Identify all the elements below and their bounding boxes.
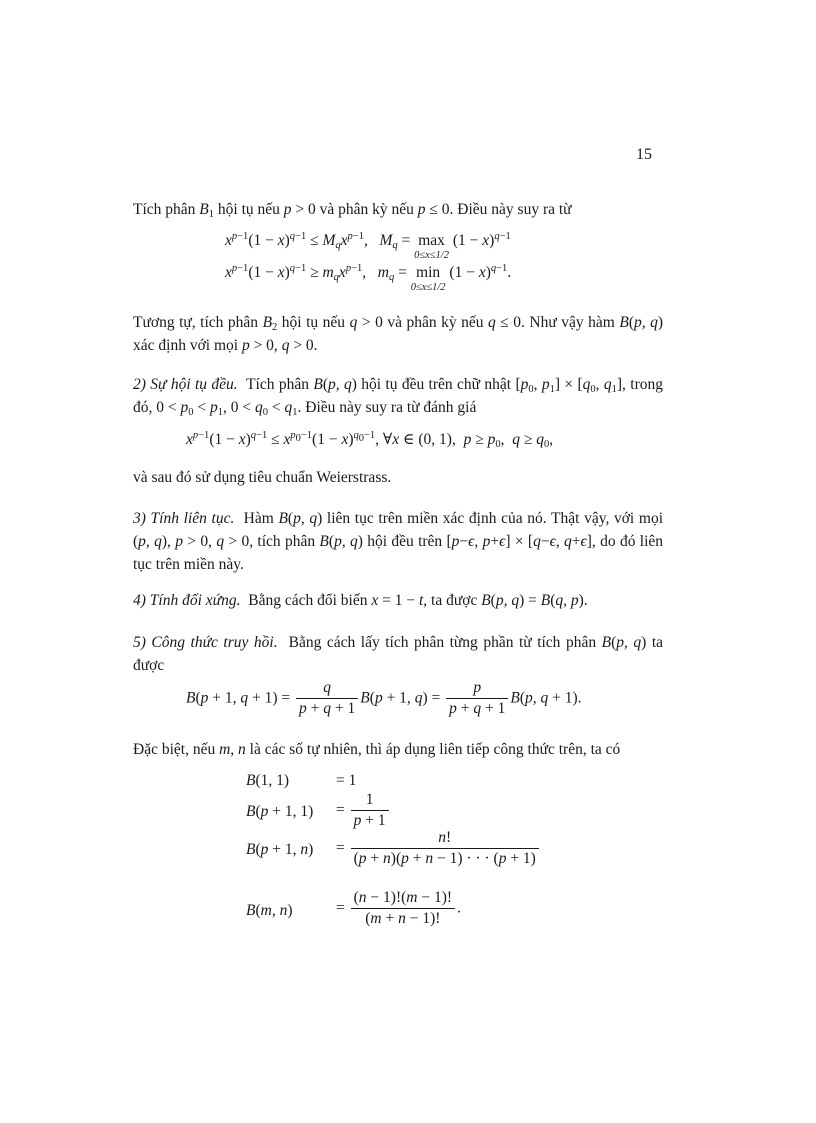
paragraph-b1-convergence: Tích phân $B_1$ hội tụ nếu p > 0 và phân kỳ nếu p ≤ 0. Điều này suy ra từ	[133, 201, 572, 220]
max-operator: max	[418, 232, 445, 249]
equation-b11: B(1, 1)	[246, 772, 290, 789]
paragraph-natural-numbers: Đặc biệt, nếu m, n là các số tự nhiên, thì áp dụng liên tiếp công thức trên, ta có	[133, 741, 621, 758]
paragraph-b2-convergence: Tương tự, tích phân $B_2$ hội tụ nếu q > 0 và phân kỳ nếu q ≤ 0. Như vậy hàm B(p, q) xác định với mọi p > 0, q > 0.	[133, 314, 664, 354]
section-title: 4) Tính đối xứng.	[133, 592, 241, 609]
equation-uniform-bound: $x^{p-1}(1 - x)^{q-1} \le x^{p_0-1}(1 - x)^{q_0-1}$, ∀x ∈ (0, 1), $p \ge p_0$, $q \ge q_0$,	[186, 430, 554, 450]
equation-recurrence: B(p + 1, q + 1) = $\frac{q}{p + q + 1}$ B(p + 1, q) = $\frac{p}{p + q + 1}$ B(p, q + 1).	[186, 679, 582, 717]
paragraph-weierstrass: và sau đó sử dụng tiêu chuẩn Weierstrass.	[133, 469, 392, 486]
equation-lower-bound: $x^{p-1}(1 - x)^{q-1} \ge m_qx^{p-1}$, $m_q$ = min 0≤x≤1/2 $(1 - x)^{q-1}$.	[225, 263, 512, 293]
section-title: 3) Tính liên tục.	[133, 510, 235, 527]
section-title: 5) Công thức truy hồi.	[133, 634, 278, 651]
equation-bp1-n: B(p + 1, n)	[246, 841, 314, 858]
max-range: 0≤x≤1/2	[414, 250, 449, 261]
equation-bp1-n-rhs: = $\frac{n!}{(p + n)(p + n - 1) \cdot \cdot \cdot (p + 1)}$	[336, 828, 541, 869]
equation-b11-rhs: = 1	[336, 772, 357, 789]
equation-bp1-1: B(p + 1, 1)	[246, 803, 314, 820]
section-continuity: 3) Tính liên tục. Hàm B(p, q) liên tục trên miền xác định của nó. Thật vậy, với mọi (p, q), p > 0, q > 0, tích phân B(p, q) hội đều trên [p−ϵ, p+ϵ] × [q−ϵ, q+ϵ], do đó liên tục trên miền này.	[133, 510, 664, 573]
equation-upper-bound: $x^{p-1}(1 - x)^{q-1} \le M_qx^{p-1}$, $M_q$ = max 0≤x≤1/2 $(1 - x)^{q-1}$	[225, 231, 511, 261]
section-title: 2) Sự hội tụ đều.	[133, 376, 238, 393]
section-recurrence: 5) Công thức truy hồi. Bằng cách lấy tích phân từng phần từ tích phân B(p, q) ta được	[133, 634, 663, 674]
min-range: 0≤x≤1/2	[410, 282, 446, 293]
section-uniform-convergence: 2) Sự hội tụ đều. Tích phân B(p, q) hội tụ đều trên chữ nhật [$p_0$, $p_1] \times [q_0$, $q_1$], trong đó, $0 < p_0 < p_1$, $0 < q_0 < q_1$. Điều này suy ra từ đánh giá	[133, 376, 663, 418]
equation-bmn-rhs: = $\frac{(n - 1)!(m - 1)!}{(m + n - 1)!}$ .	[336, 889, 461, 927]
page-number: 15	[636, 146, 652, 163]
section-symmetry: 4) Tính đối xứng. Bằng cách đổi biến x = 1 − t, ta được B(p, q) = B(q, p).	[133, 592, 588, 609]
min-operator: min	[416, 264, 441, 281]
equation-bp1-1-rhs: = $\frac{1}{p + 1}$	[336, 790, 391, 831]
equation-bmn: B(m, n)	[246, 902, 293, 919]
